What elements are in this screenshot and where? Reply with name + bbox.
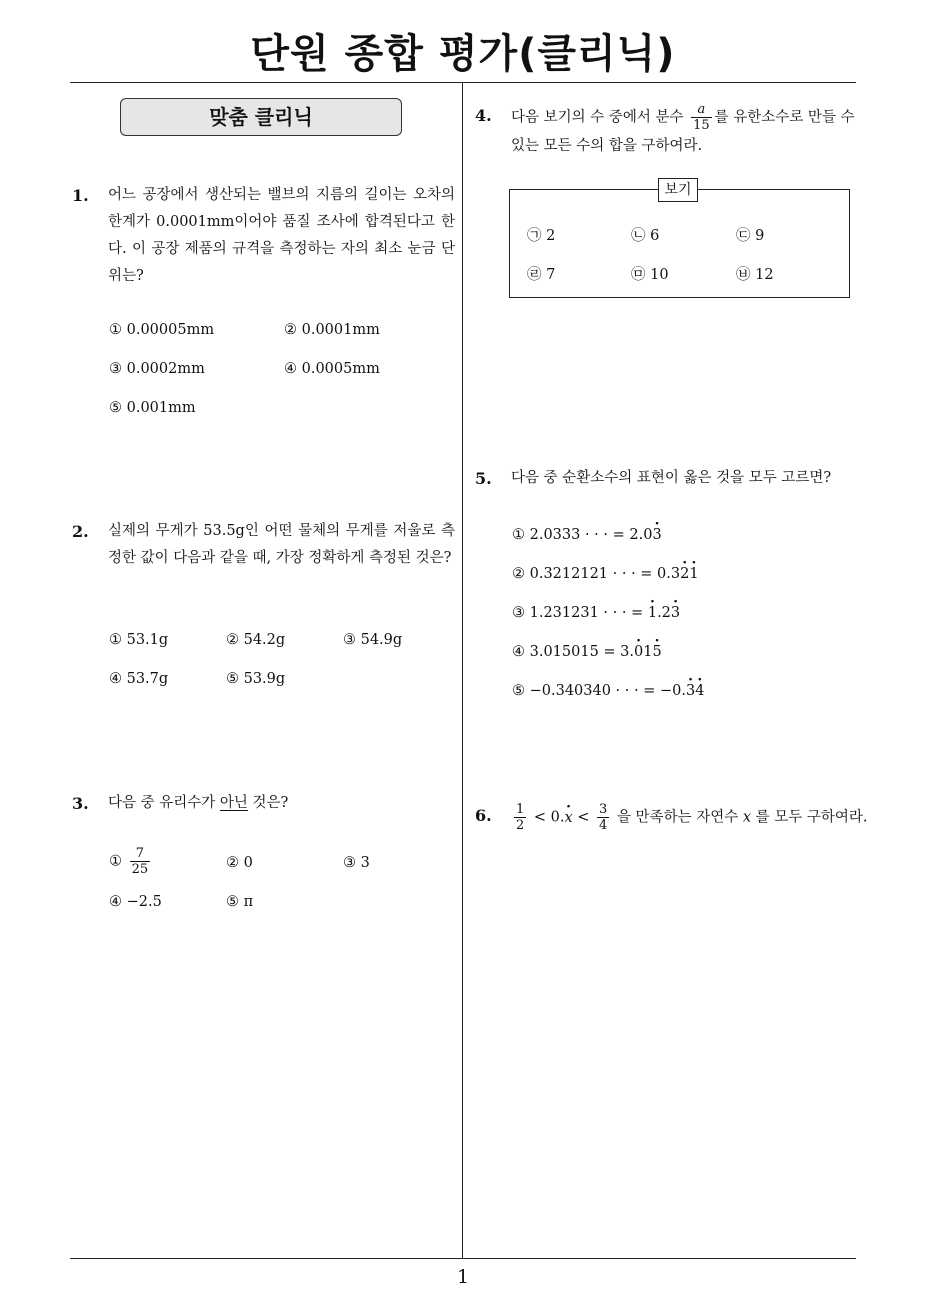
answer-option[interactable]: ⑤ −0.340340 · · · = −0.3 ·4 · [512,683,704,699]
question-6 [475,802,868,833]
example-item: ㉡ 6 [631,228,660,244]
answer-option[interactable]: ⑤ π [226,894,254,910]
question-2 [72,518,455,572]
question-1 [72,182,455,290]
page-number: 1 [456,1266,470,1288]
fraction: $\frac{7}{25}$ [131,846,149,877]
answer-option[interactable]: ④ 53.7g [109,671,169,687]
fraction: $\frac{3}{4}$ [599,802,608,833]
example-box [509,189,850,298]
question-number: 2. [72,522,89,541]
answer-option[interactable]: ② 0.0001mm [284,322,380,338]
fraction: $\frac{1}{2}$ [516,802,525,833]
question-text: 다음 중 유리수가 아닌 것은? [108,795,289,811]
fraction: $\frac{a}{15}$ [693,102,710,133]
question-3 [72,790,455,817]
answer-option[interactable]: ② 54.2g [226,632,286,648]
page-title: 단원 종합 평가(클리닉) [250,31,676,77]
answer-option[interactable]: ③ 54.9g [343,632,403,648]
bottom-rule [70,1258,856,1259]
question-number: 1. [72,186,89,205]
answer-option[interactable]: ③ 3 [343,855,370,871]
answer-option[interactable]: ⑤ 0.001mm [109,400,196,416]
question-5 [475,465,860,492]
question-4 [475,102,860,160]
answer-option[interactable]: ② 0 [226,855,253,871]
underlined-word: 아닌 [219,795,248,811]
answer-option[interactable]: ② 0.3212121 · · · = 0.32 ·1 · [512,566,699,582]
answer-option[interactable]: ③ 0.0002mm [109,361,205,377]
answer-option[interactable]: ④ 0.0005mm [284,361,380,377]
answer-option[interactable]: ① $\frac{7}{25}$ [109,846,149,877]
section-tag: 맞춤 클리닉 [120,98,402,136]
question-text: 어느 공장에서 생산되는 밸브의 지름의 길이는 오차의 한계가 0.0001mm이어야 품질 조사에 합격된다고 한다. 이 공장 제품의 규격을 측정하는 자의 최소 눈금 단위는? [108,187,455,284]
example-item: ㉣ 7 [527,267,556,283]
answer-option[interactable]: ④ −2.5 [109,894,162,910]
answer-option[interactable]: ① 0.00005mm [109,322,215,338]
top-rule [70,82,856,83]
answer-option[interactable]: ④ 3.015015 = 3.0 ·15 · [512,644,662,660]
example-item: ㉥ 12 [736,267,774,283]
question-text: $\frac{1}{2}$ < 0.x · < $\frac{3}{4}$ 을 만족하는 자연수 x 를 모두 구하여라. [511,802,860,833]
question-text: 실제의 무게가 53.5g인 어떤 물체의 무게를 저울로 측정한 값이 다음과 같을 때, 가장 정확하게 측정된 것은? [108,523,455,566]
answer-option[interactable]: ① 2.0333 · · · = 2.03 · [512,527,662,543]
question-number: 3. [72,794,89,813]
column-divider [462,83,463,1258]
answer-option[interactable]: ③ 1.231231 · · · = 1 ·.23 · [512,605,680,621]
answer-option[interactable]: ⑤ 53.9g [226,671,286,687]
question-number: 5. [475,469,492,488]
example-box-label: 보기 [658,178,698,202]
question-number: 4. [475,106,492,125]
question-text: 다음 중 순환소수의 표현이 옳은 것을 모두 고르면? [511,470,832,486]
answer-option[interactable]: ① 53.1g [109,632,169,648]
example-item: ㉢ 9 [736,228,765,244]
example-item: ㉤ 10 [631,267,669,283]
question-number: 6. [475,806,492,825]
example-item: ㉠ 2 [527,228,556,244]
question-text: 다음 보기의 수 중에서 분수 $\frac{a}{15}$ 를 유한소수로 만들 수 있는 모든 수의 합을 구하여라. [511,102,855,154]
